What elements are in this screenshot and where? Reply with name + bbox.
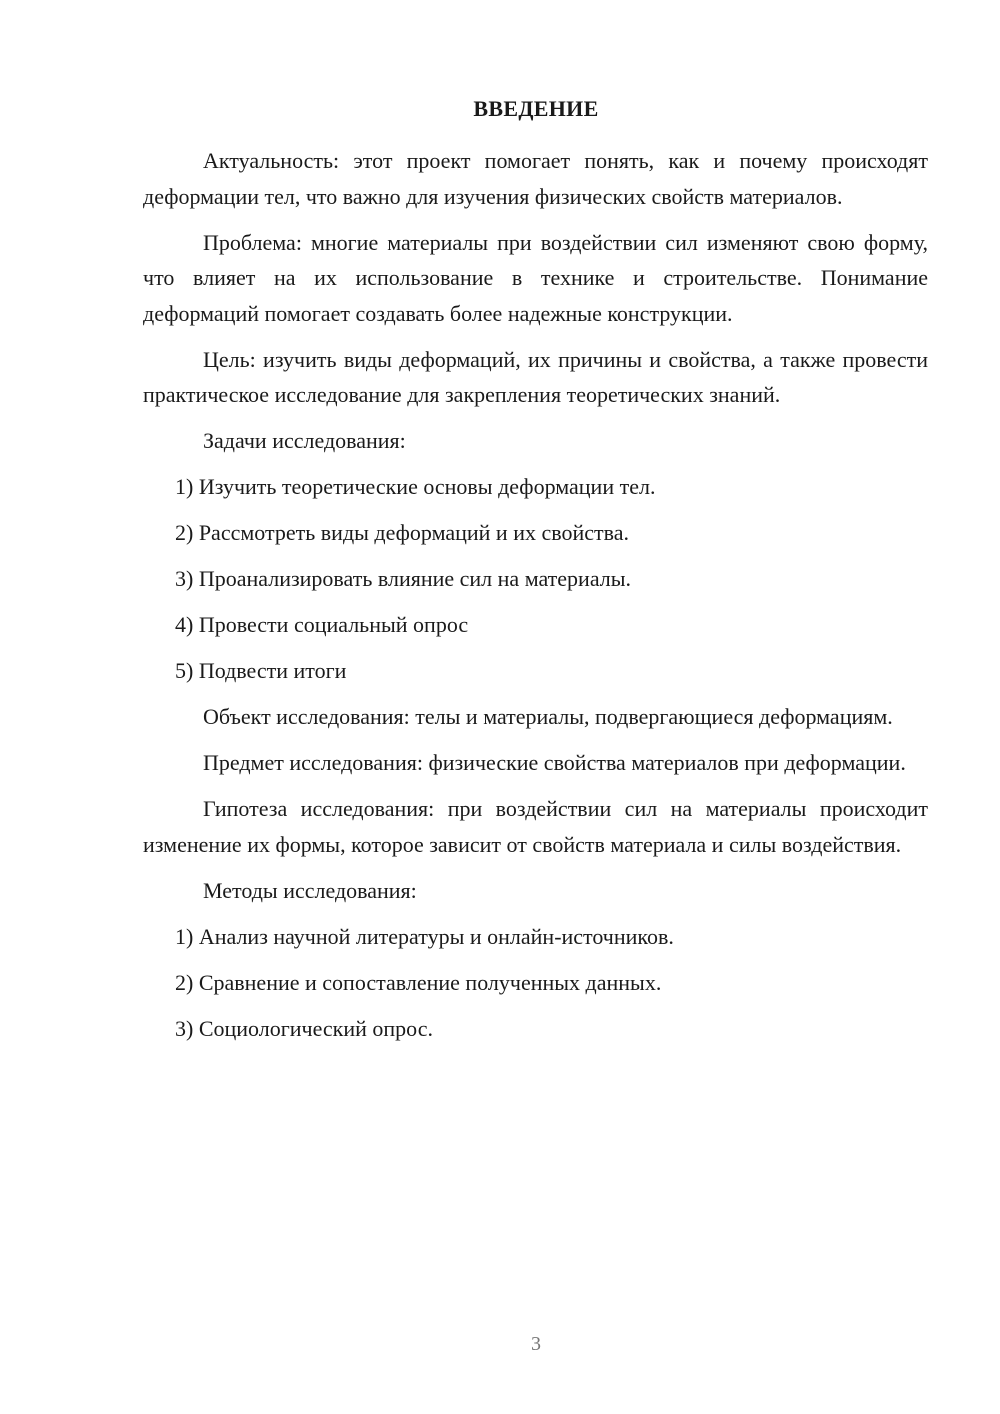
paragraph-relevance: Актуальность: этот проект помогает понять, как и почему происходят деформации тел, что важно для изучения физических свойств материалов.: [143, 148, 928, 209]
list-item: 1) Изучить теоретические основы деформации тел.: [175, 474, 656, 499]
list-item: 3) Социологический опрос.: [175, 1015, 433, 1041]
list-item: 2) Сравнение и сопоставление полученных данных.: [175, 969, 662, 995]
paragraph-hypothesis: Гипотеза исследования: при воздействии сил на материалы происходит изменение их формы, которое зависит от свойств материала и силы воздействия.: [143, 796, 928, 857]
paragraph-problem: Проблема: многие материалы при воздействии сил изменяют свою форму, что влияет на их использование в технике и строительстве. Понимание деформаций помогает создавать более надежные конструкции.: [143, 229, 928, 326]
list-item: 2) Рассмотреть виды деформаций и их свойства.: [175, 520, 629, 545]
tasks-heading: Задачи исследования:: [203, 428, 406, 453]
tasks-list: [143, 469, 928, 689]
paragraph-subject: Предмет исследования: физические свойства материалов при деформации.: [203, 750, 906, 775]
list-item: 3) Проанализировать влияние сил на материалы.: [175, 566, 632, 591]
paragraph-object: Объект исследования: телы и материалы, подвергающиеся деформациям.: [203, 704, 893, 729]
paragraph-goal: Цель: изучить виды деформаций, их причины и свойства, а также провести практическое исследование для закрепления теоретических знаний.: [143, 346, 928, 407]
page-number: 3: [531, 1333, 541, 1355]
methods-heading: Методы исследования:: [203, 877, 417, 903]
methods-list: [143, 919, 928, 1047]
list-item: 5) Подвести итоги: [175, 658, 347, 683]
document-body: [143, 143, 928, 1057]
page-title: ВВЕДЕНИЕ: [473, 96, 599, 121]
list-item: 4) Провести социальный опрос: [175, 612, 469, 637]
list-item: 1) Анализ научной литературы и онлайн-источников.: [175, 923, 674, 949]
